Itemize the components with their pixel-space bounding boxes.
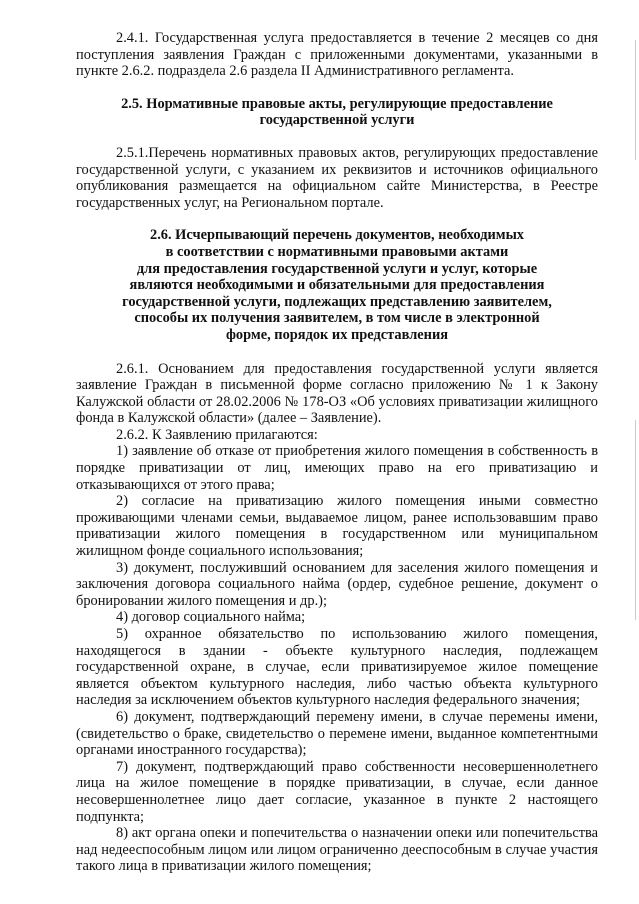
heading-2-6-line: государственной услуги, подлежащих представлению заявителем, (122, 293, 552, 310)
scan-edge-mark (635, 420, 636, 620)
list-item: 2) согласие на приватизацию жилого помещения иными совместно проживающими членами семьи, выдаваемое лицом, ранее использовавшим право приватизации жилого помещения в государственном или муниципальном жилищном фонде социального использования; (76, 493, 598, 560)
paragraph-2-6-1: 2.6.1. Основанием для предоставления государственной услуги является заявление Граждан в письменной форме согласно приложению № 1 к Закону Калужской области от 28.02.2006 № 178-ОЗ «Об условиях приватизации жилищного фонда в Калужской области» (далее – Заявление). (76, 360, 598, 427)
heading-2-5-line-2: государственной услуги (259, 112, 415, 129)
heading-2-5-line-1: 2.5. Нормативные правовые акты, регулирующие предоставление (121, 95, 553, 112)
paragraph-2-6-2: 2.6.2. К Заявлению прилагаются: (116, 426, 318, 443)
list-item: 1) заявление об отказе от приобретения жилого помещения в собственность в порядке приватизации от лиц, имеющих право на его приватизацию и отказывающихся от этого права; (76, 443, 598, 493)
list-item: 5) охранное обязательство по использованию жилого помещения, находящегося в здании - объекте культурного наследия, подлежащем государственной охране, в случае, если приватизируемое жилое помещение является объектом культурного наследия, либо частью объекта культурного наследия за исключением объектов культурного наследия федерального значения; (76, 626, 598, 709)
list-item: 4) договор социального найма; (116, 609, 306, 626)
heading-2-6-line: форме, порядок их представления (225, 326, 449, 343)
heading-2-6-line: для предоставления государственной услуги и услуг, которые (136, 260, 538, 277)
heading-2-6-line: в соответствии с нормативными правовыми актами (165, 243, 509, 260)
document-page (76, 30, 598, 875)
list-item: 8) акт органа опеки и попечительства о назначении опеки или попечительства над недееспособным лицом или лицом ограниченно дееспособным в случае участия такого лица в приватизации жилого помещения; (76, 825, 598, 875)
heading-2-6-line: способы их получения заявителем, в том числе в электронной (134, 310, 540, 327)
heading-2-6-line: являются необходимыми и обязательными для предоставления (129, 277, 545, 294)
heading-2-6-line: 2.6. Исчерпывающий перечень документов, необходимых (150, 227, 524, 244)
scan-edge-mark (635, 40, 636, 160)
paragraph-2-5-1: 2.5.1.Перечень нормативных правовых актов, регулирующих предоставление государственной услуги, с указанием их реквизитов и источников официального опубликования размещается на официальном сайте Министерства, в Реестре государственных услуг, на Региональном портале. (76, 144, 598, 211)
list-item: 3) документ, послуживший основанием для заселения жилого помещения и заключения договора социального найма (ордер, судебное решение, документ о бронировании жилого помещения и др.); (76, 559, 598, 609)
list-item: 6) документ, подтверждающий перемену имени, в случае перемены имени, (свидетельство о браке, свидетельство о перемене имени, выданное компетентными органами иностранного государства); (76, 708, 598, 759)
paragraph-2-4-1: 2.4.1. Государственная услуга предоставляется в течение 2 месяцев со дня поступления заявления Граждан с приложенными документами, указанными в пункте 2.6.2. подраздела 2.6 раздела II Административного регламента. (76, 30, 598, 80)
heading-2-5 (76, 96, 598, 129)
heading-2-6 (76, 227, 598, 343)
list-item: 7) документ, подтверждающий право собственности несовершеннолетнего лица на жилое помещение в порядке приватизации, в случае, если данное несовершеннолетнее лицо дает согласие, указанное в пункте 2 настоящего подпункта; (76, 758, 598, 825)
